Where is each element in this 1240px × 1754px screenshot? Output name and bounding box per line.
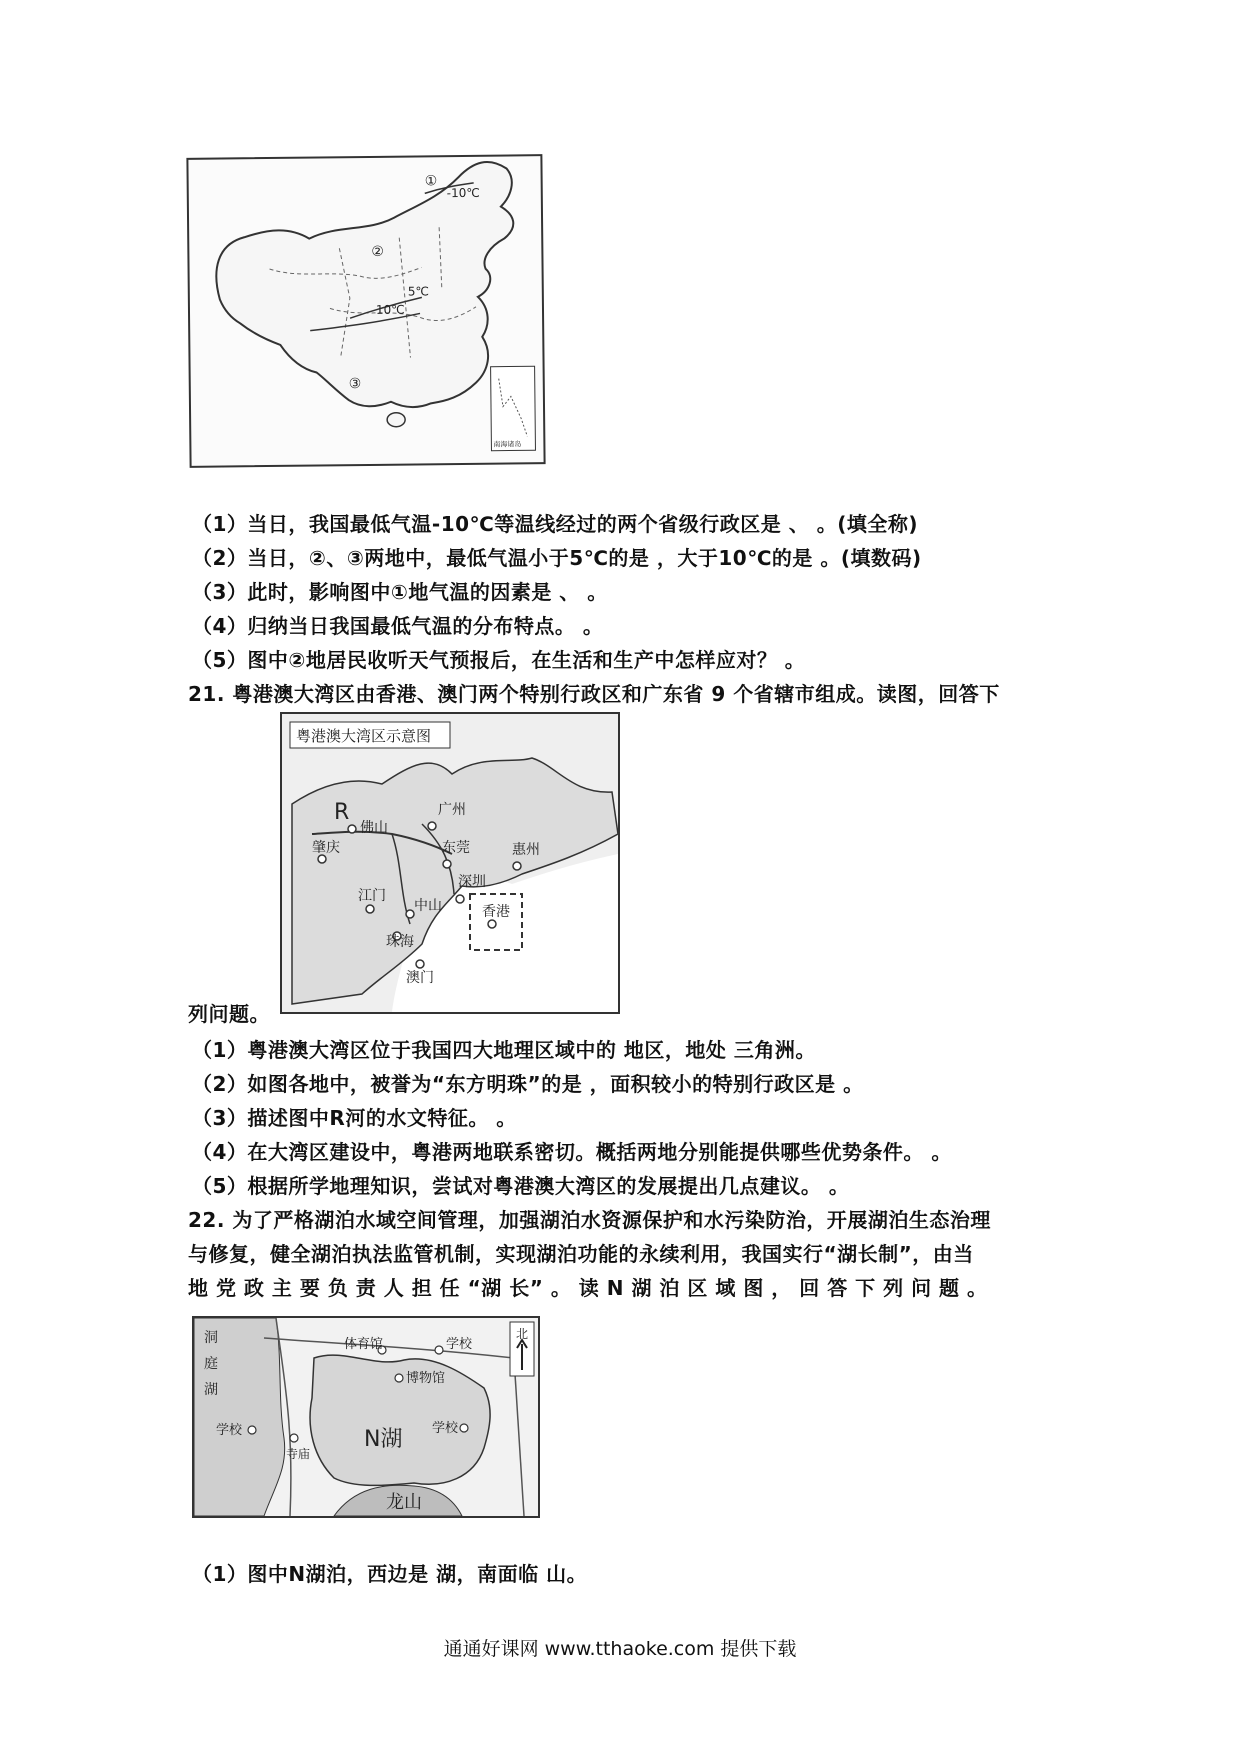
dongting-char-2: 庭	[204, 1356, 218, 1372]
q21-stem-line2: 列问题。	[188, 1002, 270, 1026]
q21-item-3: （3）描述图中R河的水文特征。 。	[192, 1106, 517, 1130]
city-zhuhai: 珠海	[386, 934, 414, 950]
city-dongguan: 东莞	[442, 840, 470, 856]
q20-item-5: （5）图中②地居民收听天气预报后，在生活和生产中怎样应对？ 。	[192, 648, 806, 672]
city-zhaoqing: 肇庆	[312, 840, 340, 856]
dongting-char-3: 湖	[204, 1382, 218, 1398]
school-label-west: 学校	[216, 1423, 243, 1438]
city-zhongshan: 中山	[414, 898, 442, 914]
n-lake-map-graphic	[194, 1318, 538, 1516]
museum-label: 博物馆	[406, 1371, 446, 1386]
q22-item-1: （1）图中N湖泊，西边是 湖，南面临 山。	[192, 1562, 588, 1586]
dongting-char-1: 洞	[204, 1330, 218, 1346]
dragon-mountain-label: 龙山	[386, 1492, 422, 1513]
q21-stem-line1: 21. 粤港澳大湾区由香港、澳门两个特别行政区和广东省 9 个省辖市组成。读图，回答下	[188, 682, 1000, 706]
marker-1: ①	[424, 173, 438, 190]
river-r-label: R	[334, 800, 350, 825]
q22-stem-line1: 22. 为了严格湖泊水域空间管理，加强湖泊水资源保护和水污染防治，开展湖泊生态治理	[188, 1208, 991, 1232]
north-label: 北	[516, 1327, 529, 1341]
q21-item-2: （2）如图各地中，被誉为“东方明珠”的是 ，面积较小的特别行政区是 。	[192, 1072, 864, 1096]
gba-map-graphic	[282, 714, 618, 1012]
q21-item-4: （4）在大湾区建设中，粤港两地联系密切。概括两地分别能提供哪些优势条件。 。	[192, 1140, 952, 1164]
q21-item-5: （5）根据所学地理知识，尝试对粤港澳大湾区的发展提出几点建议。 。	[192, 1174, 850, 1198]
school-label-north: 学校	[446, 1337, 473, 1352]
china-temperature-map	[186, 154, 545, 468]
gba-map-title: 粤港澳大湾区示意图	[296, 727, 432, 745]
stadium-label: 体育馆	[344, 1337, 384, 1352]
n-lake-map	[192, 1316, 540, 1518]
city-guangzhou: 广州	[438, 802, 466, 818]
q20-item-1: （1）当日，我国最低气温-10℃等温线经过的两个省级行政区是 、 。(填全称)	[192, 512, 918, 536]
city-jiangmen: 江门	[358, 888, 386, 904]
city-macau: 澳门	[406, 970, 434, 986]
inset-label: 南海诸岛	[493, 440, 522, 449]
city-shenzhen: 深圳	[458, 874, 486, 890]
city-huizhou: 惠州	[512, 842, 540, 858]
n-lake-label: N湖	[364, 1427, 403, 1452]
china-map-graphic	[188, 156, 543, 466]
isotherm-neg10-label: -10℃	[446, 185, 480, 201]
city-foshan: 佛山	[360, 820, 388, 836]
isotherm-10-label: 10℃	[375, 302, 405, 317]
footer-watermark: 通通好课网 www.tthaoke.com 提供下载	[443, 1638, 797, 1660]
temple-label: 寺庙	[286, 1447, 311, 1461]
gba-map	[280, 712, 620, 1014]
q20-item-3: （3）此时，影响图中①地气温的因素是 、 。	[192, 580, 608, 604]
q22-stem-line2: 与修复，健全湖泊执法监管机制，实现湖泊功能的永续利用，我国实行“湖长制”，由当	[188, 1242, 974, 1266]
marker-2: ②	[371, 243, 385, 260]
city-hongkong: 香港	[482, 904, 510, 920]
q22-stem-line3: 地 党 政 主 要 负 责 人 担 任 “湖 长” 。 读 N 湖 泊 区 域 图 ， 回 答 下 列 问 题 。	[188, 1276, 988, 1300]
marker-3: ③	[348, 376, 362, 393]
isotherm-5-label: 5℃	[407, 284, 429, 299]
q20-item-4: （4）归纳当日我国最低气温的分布特点。 。	[192, 614, 604, 638]
school-label-east: 学校	[432, 1421, 459, 1436]
q21-item-1: （1）粤港澳大湾区位于我国四大地理区域中的 地区，地处 三角洲。	[192, 1038, 816, 1062]
q20-item-2: （2）当日，②、③两地中，最低气温小于5℃的是 ，大于10℃的是 。(填数码)	[192, 546, 922, 570]
